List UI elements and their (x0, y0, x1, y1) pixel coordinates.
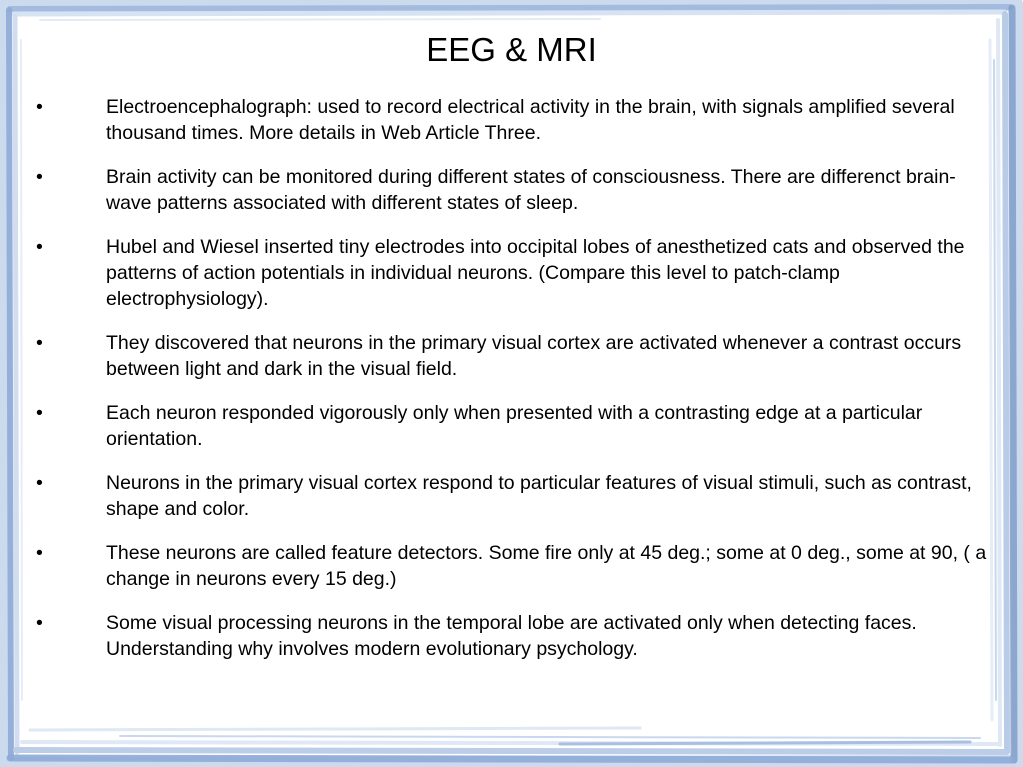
bullet-icon: • (36, 402, 43, 424)
bullet-text: Each neuron responded vigorously only when presented with a contrasting edge at a particular orientation. (106, 402, 923, 450)
bullet-text: These neurons are called feature detectors. Some fire only at 45 deg.; some at 0 deg., some at 90, ( a change in neurons every 15 deg.) (106, 542, 987, 590)
bullet-icon: • (36, 542, 43, 564)
bullet-icon: • (36, 236, 43, 258)
list-item (36, 94, 991, 146)
bullet-text: Brain activity can be monitored during different states of consciousness. There are differenct brain-wave patterns associated with different states of sleep. (106, 166, 956, 214)
list-item (36, 610, 991, 662)
bullet-icon: • (36, 166, 43, 188)
bullet-icon: • (36, 472, 43, 494)
bullet-text: They discovered that neurons in the primary visual cortex are activated whenever a contrast occurs between light and dark in the visual field. (106, 332, 962, 380)
bullet-text: Electroencephalograph: used to record electrical activity in the brain, with signals amplified several thousand times. More details in Web Article Three. (106, 96, 955, 144)
bullet-text: Neurons in the primary visual cortex respond to particular features of visual stimuli, such as contrast, shape and color. (106, 472, 972, 520)
list-item (36, 400, 991, 452)
bullet-text: Hubel and Wiesel inserted tiny electrodes into occipital lobes of anesthetized cats and observed the patterns of action potentials in individual neurons. (Compare this level to patch-clamp electrophysiology). (106, 236, 965, 310)
slide-title: EEG & MRI (426, 31, 597, 68)
bullet-icon: • (36, 612, 43, 634)
list-item (36, 540, 991, 592)
list-item (36, 470, 991, 522)
bullet-icon: • (36, 96, 43, 118)
list-item (36, 234, 991, 312)
list-item (36, 330, 991, 382)
bullet-list (36, 94, 991, 680)
bullet-text: Some visual processing neurons in the temporal lobe are activated only when detecting faces. Understanding why involves modern evolutionary psychology. (106, 612, 917, 660)
list-item (36, 164, 991, 216)
bullet-icon: • (36, 332, 43, 354)
